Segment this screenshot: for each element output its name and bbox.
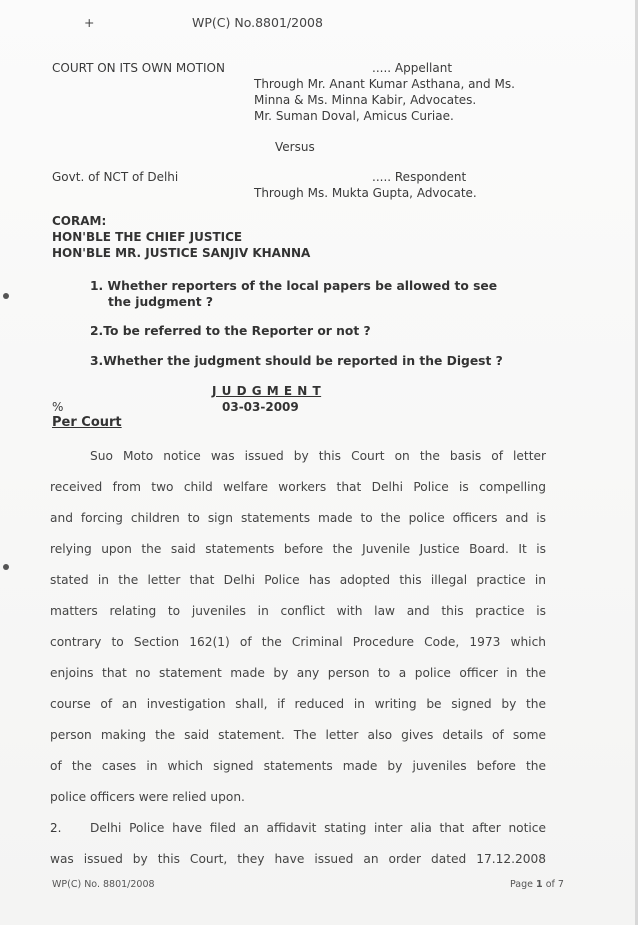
footer-page-label: Page [510,879,533,890]
binding-hole-mark [3,293,9,299]
appellant-counsel-line: Mr. Suman Doval, Amicus Curiae. [254,109,454,123]
respondent-role: ..... Respondent [372,170,467,184]
body-line: Suo Moto notice was issued by this Court on the basis of letter [90,449,546,463]
footer-page-info [510,879,564,890]
footer-page-of: of 7 [545,879,564,890]
body-line: stated in the letter that Delhi Police has adopted this illegal practice in [50,573,546,587]
paragraph-1 [50,449,546,821]
per-court-heading: Per Court [52,415,122,430]
respondent-counsel: Through Ms. Mukta Gupta, Advocate. [254,186,477,200]
body-line: contrary to Section 162(1) of the Criminal Procedure Code, 1973 which [50,635,546,649]
question-2: 2.To be referred to the Reporter or not ? [90,324,371,338]
coram-judge: HON'BLE MR. JUSTICE SANJIV KHANNA [52,246,311,260]
body-line: person making the said statement. The letter also gives details of some [50,728,546,742]
header-plus-mark: + [84,15,95,30]
footer-page-number: 1 [536,879,543,890]
question-1-continued: the judgment ? [108,295,214,309]
body-line: received from two child welfare workers that Delhi Police is compelling [50,480,546,494]
body-line: was issued by this Court, they have issued an order dated 17.12.2008 [50,852,546,866]
body-line: relying upon the said statements before the Juvenile Justice Board. It is [50,542,546,556]
versus-text: Versus [275,140,315,154]
paragraph-2-number: 2. [50,821,62,835]
question-1: 1. Whether reporters of the local papers be allowed to see [90,279,498,293]
judgment-date: 03-03-2009 [222,400,299,414]
header-case-number: WP(C) No.8801/2008 [192,15,323,30]
question-3: 3.Whether the judgment should be reported in the Digest ? [90,354,503,368]
body-line: Delhi Police have filed an affidavit stating inter alia that after notice [90,821,546,835]
body-line: enjoins that no statement made by any person to a police officer in the [50,666,546,680]
percent-mark: % [52,400,64,414]
body-line: and forcing children to sign statements made to the police officers and is [50,511,546,525]
footer-case-number: WP(C) No. 8801/2008 [52,879,155,890]
body-line: police officers were relied upon. [50,790,245,804]
coram-judge: HON'BLE THE CHIEF JUSTICE [52,230,243,244]
appellant-counsel-line: Through Mr. Anant Kumar Asthana, and Ms. [254,77,515,91]
judgment-title: J U D G M E N T [212,384,322,398]
binding-hole-mark [3,564,9,570]
respondent-name: Govt. of NCT of Delhi [52,170,179,184]
appellant-counsel-line: Minna & Ms. Minna Kabir, Advocates. [254,93,477,107]
body-line: matters relating to juveniles in conflict with law and this practice is [50,604,546,618]
paragraph-2 [50,821,546,883]
body-line: course of an investigation shall, if reduced in writing be signed by the [50,697,546,711]
coram-label: CORAM: [52,214,107,228]
appellant-role: ..... Appellant [372,61,453,75]
appellant-name: COURT ON ITS OWN MOTION [52,61,225,75]
body-line: of the cases in which signed statements made by juveniles before the [50,759,546,773]
